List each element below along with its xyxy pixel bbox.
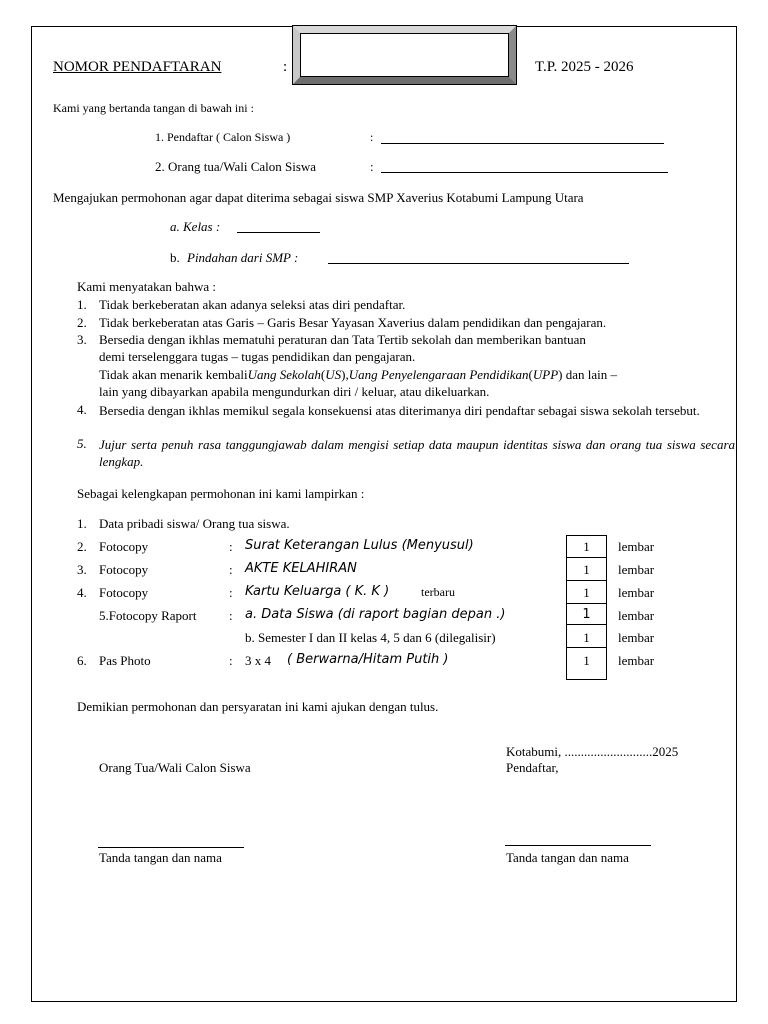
request-text: Mengajukan permohonan agar dapat diterima sebagai siswa SMP Xaverius Kotabumi Lampung Utara (53, 190, 584, 205)
statement-fragment: ) dan lain – (558, 367, 618, 382)
ortu-label: 2. Orang tua/Wali Calon Siswa (155, 159, 317, 174)
attachment-desc-prefix: 3 x 4 (245, 653, 271, 668)
right-signature-title: Pendaftar, (506, 760, 559, 775)
attachment-unit: lembar (618, 539, 655, 554)
pindahan-line[interactable] (328, 263, 629, 264)
attachment-desc: Surat Keterangan Lulus (Menyusul) (245, 538, 474, 553)
attachment-desc: Kartu Keluarga ( K. K ) (245, 584, 390, 599)
statement-num: 3. (77, 332, 87, 347)
statement-num: 5. (77, 436, 87, 451)
kelas-line[interactable] (237, 232, 320, 233)
attachment-label: Data pribadi siswa/ Orang tua siswa. (99, 516, 290, 531)
attachment-count[interactable]: 1 (583, 562, 590, 577)
attachment-desc: b. Semester I dan II kelas 4, 5 dan 6 (dilegalisir) (245, 630, 496, 645)
attachment-num: 4. (77, 585, 87, 600)
statements-heading: Kami menyatakan bahwa : (77, 279, 216, 294)
ortu-colon: : (370, 159, 374, 174)
statement-text-line (99, 367, 735, 382)
statement-fragment: UPP (532, 367, 559, 382)
statement-fragment: Uang Penyelengaraan Pendidikan (348, 367, 529, 382)
attachment-count[interactable]: 1 (583, 653, 590, 668)
attachment-label: Fotocopy (99, 539, 149, 554)
pindahan-prefix: b. (170, 250, 180, 265)
pendaftar-label: 1. Pendaftar ( Calon Siswa ) (155, 130, 291, 144)
attachment-desc: a. Data Siswa (di raport bagian depan .) (245, 607, 506, 622)
kelas-label: a. Kelas : (170, 219, 221, 234)
attachment-unit: lembar (618, 562, 655, 577)
place-date: Kotabumi, ...........................2025 (506, 744, 679, 759)
attachment-colon: : (229, 539, 233, 554)
pindahan-label: Pindahan dari SMP : (187, 250, 299, 265)
count-divider (566, 603, 607, 604)
attachment-desc: AKTE KELAHIRAN (245, 561, 357, 576)
statement-fragment: ( (320, 367, 326, 382)
ortu-name-line[interactable] (381, 172, 668, 173)
statement-text: Tidak berkeberatan akan adanya seleksi atas diri pendaftar. (99, 297, 406, 312)
attachment-desc-extra: terbaru (421, 585, 455, 599)
pendaftar-name-line[interactable] (381, 143, 664, 144)
count-divider (566, 647, 607, 648)
statement-num: 4. (77, 402, 87, 417)
attachment-unit: lembar (618, 653, 655, 668)
attachment-num: 1. (77, 516, 87, 531)
attachment-colon: : (229, 608, 233, 623)
attachment-count[interactable]: 1 (583, 630, 590, 645)
statement-fragment: Uang Sekolah (247, 367, 321, 382)
statement-text: Bersedia dengan ikhlas memikul segala konsekuensi atas diterimanya diri pendaftar sebagai siswa sekolah tersebut. (99, 403, 700, 418)
statement-text: demi terselenggara tugas – tugas pendidikan dan pengajaran. (99, 349, 416, 364)
statement-text: Tidak berkeberatan atas Garis – Garis Besar Yayasan Xaverius dalam pendidikan dan pengajaran. (99, 315, 607, 330)
left-signature-title: Orang Tua/Wali Calon Siswa (99, 760, 251, 775)
attachment-colon: : (229, 585, 233, 600)
attachment-unit: lembar (618, 630, 655, 645)
pendaftar-colon: : (370, 130, 374, 144)
attachment-colon: : (229, 653, 233, 668)
statement-fragment: ( (528, 367, 533, 382)
statement-fragment: Tidak akan menarik kembali (99, 367, 248, 382)
closing-text: Demikian permohonan dan persyaratan ini kami ajukan dengan tulus. (77, 699, 439, 714)
attachment-num: 3. (77, 562, 87, 577)
right-signature-caption: Tanda tangan dan nama (506, 850, 629, 865)
count-divider (566, 624, 607, 625)
statement-num: 2. (77, 315, 87, 330)
registration-number-field[interactable] (300, 33, 509, 77)
statement-fragment: ), (341, 367, 349, 382)
attachment-count[interactable]: 1 (583, 585, 590, 600)
attachment-count[interactable]: 1 (583, 539, 590, 554)
attachment-label: Fotocopy (99, 585, 149, 600)
count-divider (566, 557, 607, 558)
left-signature-line[interactable] (98, 847, 244, 848)
attachment-count[interactable]: 1 (582, 607, 591, 622)
attachments-heading: Sebagai kelengkapan permohonan ini kami lampirkan : (77, 486, 365, 501)
statement-num: 1. (77, 297, 87, 312)
attachment-label: Pas Photo (99, 653, 151, 668)
left-signature-caption: Tanda tangan dan nama (99, 850, 222, 865)
statement-fragment: US (325, 367, 342, 382)
statement-text: Jujur serta penuh rasa tanggungjawab dalam mengisi setiap data maupun identitas siswa dan orang tua siswa secara lengkap. (99, 437, 735, 469)
intro-text: Kami yang bertanda tangan di bawah ini : (53, 101, 254, 115)
attachment-unit: lembar (618, 608, 655, 623)
attachment-unit: lembar (618, 585, 655, 600)
attachment-colon: : (229, 562, 233, 577)
statement-text: Bersedia dengan ikhlas mematuhi peraturan dan Tata Tertib sekolah dan memberikan bantuan (99, 332, 586, 347)
count-divider (566, 580, 607, 581)
right-signature-line[interactable] (505, 845, 651, 846)
registration-number-box[interactable] (293, 26, 516, 84)
attachment-num: 6. (77, 653, 87, 668)
nomor-colon: : (283, 59, 288, 75)
attachment-label: Fotocopy (99, 562, 149, 577)
tahun-pelajaran: T.P. 2025 - 2026 (535, 59, 634, 75)
attachment-desc: ( Berwarna/Hitam Putih ) (287, 652, 449, 667)
statement-text: lain yang dibayarkan apabila mengundurkan diri / keluar, atau dikeluarkan. (99, 384, 490, 399)
attachment-num: 2. (77, 539, 87, 554)
attachment-label: 5.Fotocopy Raport (99, 608, 197, 623)
nomor-pendaftaran-label: NOMOR PENDAFTARAN (53, 59, 222, 75)
